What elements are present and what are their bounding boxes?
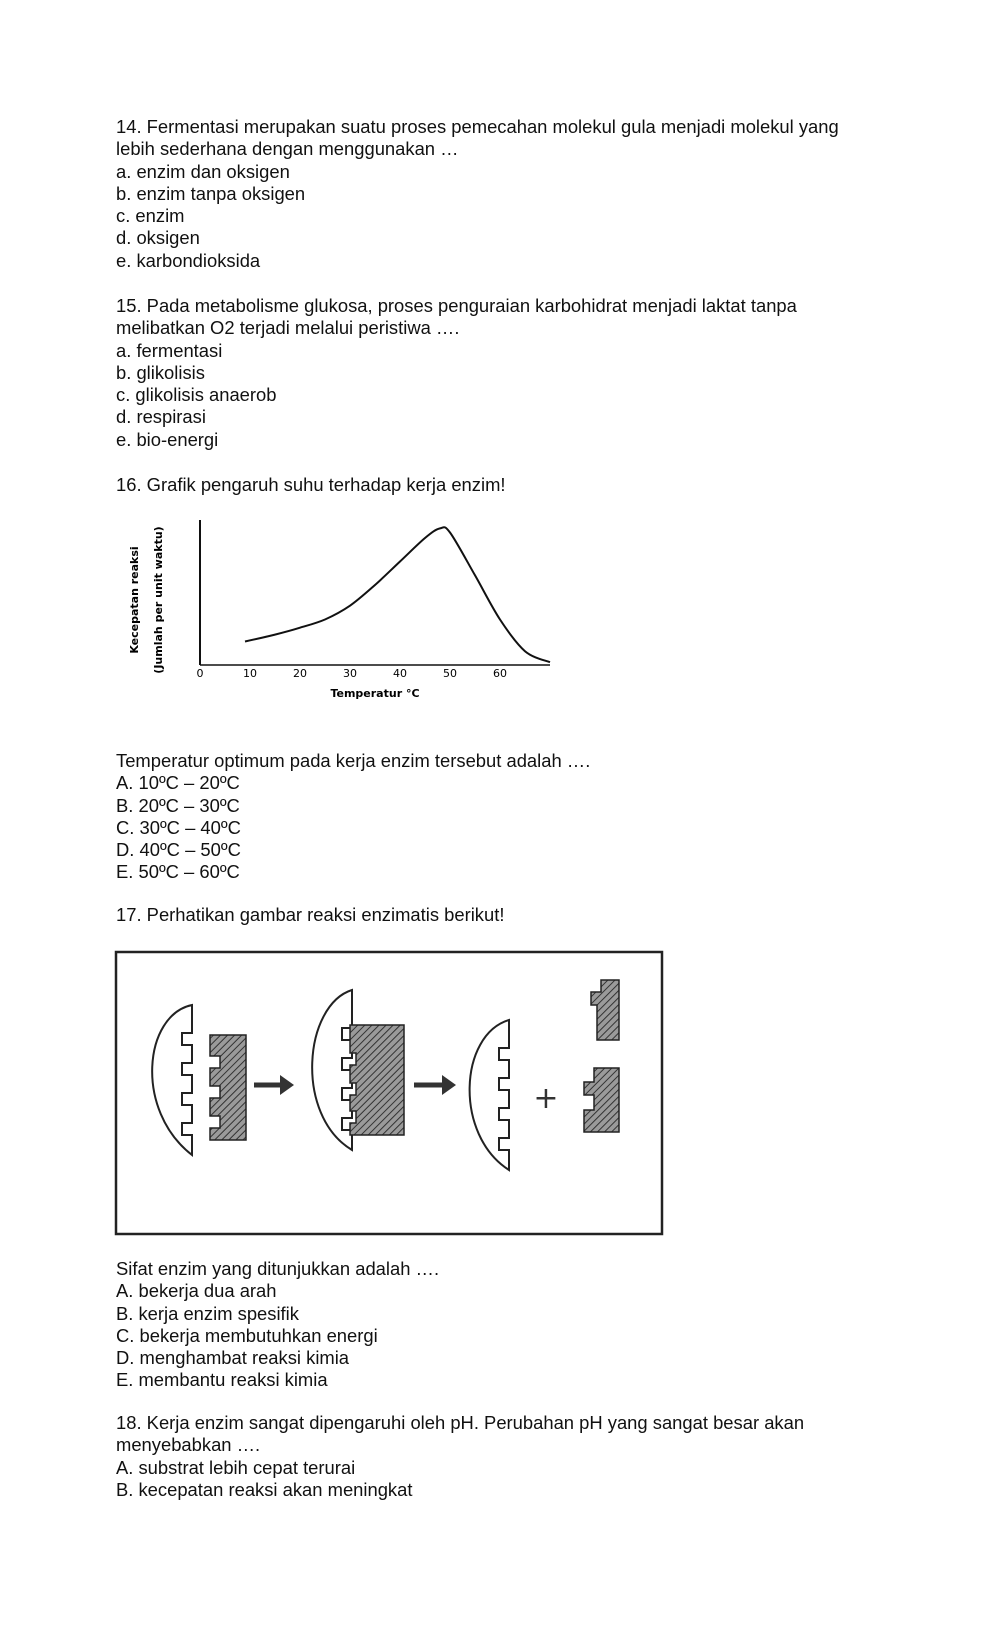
question-14-option-d: d. oksigen bbox=[116, 227, 200, 249]
question-16-option-c: C. 30ºC – 40ºC bbox=[116, 816, 241, 838]
question-16-option-a: A. 10ºC – 20ºC bbox=[116, 772, 240, 794]
question-17-text: 17. Perhatikan gambar reaksi enzimatis berikut! bbox=[116, 904, 505, 925]
question-16-options bbox=[116, 750, 856, 884]
question-17-option-c: C. bekerja membutuhkan energi bbox=[116, 1324, 378, 1346]
enzyme-reaction-figure bbox=[114, 950, 674, 1240]
product-icon bbox=[584, 1068, 619, 1132]
question-17-option-e: E. membantu reaksi kimia bbox=[116, 1369, 328, 1391]
enzyme-icon bbox=[470, 1020, 509, 1170]
question-14-text: 14. Fermentasi merupakan suatu proses pemecahan molekul gula menjadi molekul yang lebih sederhana dengan menggunakan … bbox=[116, 116, 839, 160]
question-14-option-e: e. karbondioksida bbox=[116, 249, 261, 271]
substrate-icon bbox=[210, 1035, 246, 1140]
plus-sign: + bbox=[533, 1081, 559, 1116]
x-tick-label: 30 bbox=[343, 667, 357, 680]
question-14-option-a: a. enzim dan oksigen bbox=[116, 160, 290, 182]
enzyme-temperature-chart bbox=[120, 515, 580, 730]
question-17-option-b: B. kerja enzim spesifik bbox=[116, 1302, 299, 1324]
question-14-option-b: b. enzim tanpa oksigen bbox=[116, 182, 306, 204]
arrow-icon bbox=[254, 1075, 294, 1095]
x-tick-label: 50 bbox=[443, 667, 457, 680]
arrow-icon bbox=[414, 1075, 456, 1095]
question-17-option-a: A. bekerja dua arah bbox=[116, 1280, 277, 1302]
product-icon bbox=[591, 980, 619, 1040]
question-15 bbox=[116, 295, 856, 451]
question-17-option-d: D. menghambat reaksi kimia bbox=[116, 1347, 350, 1369]
question-17 bbox=[116, 904, 856, 926]
question-16-option-e: E. 50ºC – 60ºC bbox=[116, 861, 240, 883]
y-axis-label: Kecepatan reaksi bbox=[128, 546, 141, 654]
question-15-option-d: d. respirasi bbox=[116, 406, 206, 428]
question-14 bbox=[116, 116, 856, 272]
question-18 bbox=[116, 1412, 856, 1501]
question-15-text: 15. Pada metabolisme glukosa, proses penguraian karbohidrat menjadi laktat tanpa melibatkan O2 terjadi melalui peristiwa …. bbox=[116, 295, 797, 339]
x-axis-label: Temperatur °C bbox=[330, 687, 420, 700]
question-16-prompt: Temperatur optimum pada kerja enzim tersebut adalah …. bbox=[116, 750, 591, 771]
question-15-option-c: c. glikolisis anaerob bbox=[116, 384, 277, 406]
question-16-option-b: B. 20ºC – 30ºC bbox=[116, 794, 240, 816]
enzyme-icon bbox=[152, 1005, 192, 1155]
x-tick-label: 20 bbox=[293, 667, 307, 680]
x-tick-label: 60 bbox=[493, 667, 507, 680]
enzyme-substrate-complex-icon bbox=[312, 990, 404, 1150]
y-axis-sublabel: (Jumlah per unit waktu) bbox=[152, 526, 165, 674]
question-17-prompt: Sifat enzim yang ditunjukkan adalah …. bbox=[116, 1258, 440, 1279]
question-18-option-a: A. substrat lebih cepat terurai bbox=[116, 1456, 356, 1478]
chart-svg bbox=[120, 515, 580, 730]
question-15-option-e: e. bio-energi bbox=[116, 428, 219, 450]
question-16-text: 16. Grafik pengaruh suhu terhadap kerja enzim! bbox=[116, 474, 506, 495]
x-tick-label: 10 bbox=[243, 667, 257, 680]
question-18-option-b: B. kecepatan reaksi akan meningkat bbox=[116, 1478, 413, 1500]
question-15-option-b: b. glikolisis bbox=[116, 361, 205, 383]
enzyme-reaction-svg bbox=[114, 950, 674, 1240]
question-17-options bbox=[116, 1258, 856, 1392]
reaction-rate-curve bbox=[245, 527, 550, 662]
x-tick-label: 0 bbox=[196, 667, 204, 680]
question-18-text: 18. Kerja enzim sangat dipengaruhi oleh pH. Perubahan pH yang sangat besar akan menyebabkan …. bbox=[116, 1412, 805, 1456]
question-15-option-a: a. fermentasi bbox=[116, 339, 223, 361]
question-16 bbox=[116, 474, 856, 496]
question-16-option-d: D. 40ºC – 50ºC bbox=[116, 839, 241, 861]
question-14-option-c: c. enzim bbox=[116, 205, 185, 227]
x-tick-label: 40 bbox=[393, 667, 407, 680]
